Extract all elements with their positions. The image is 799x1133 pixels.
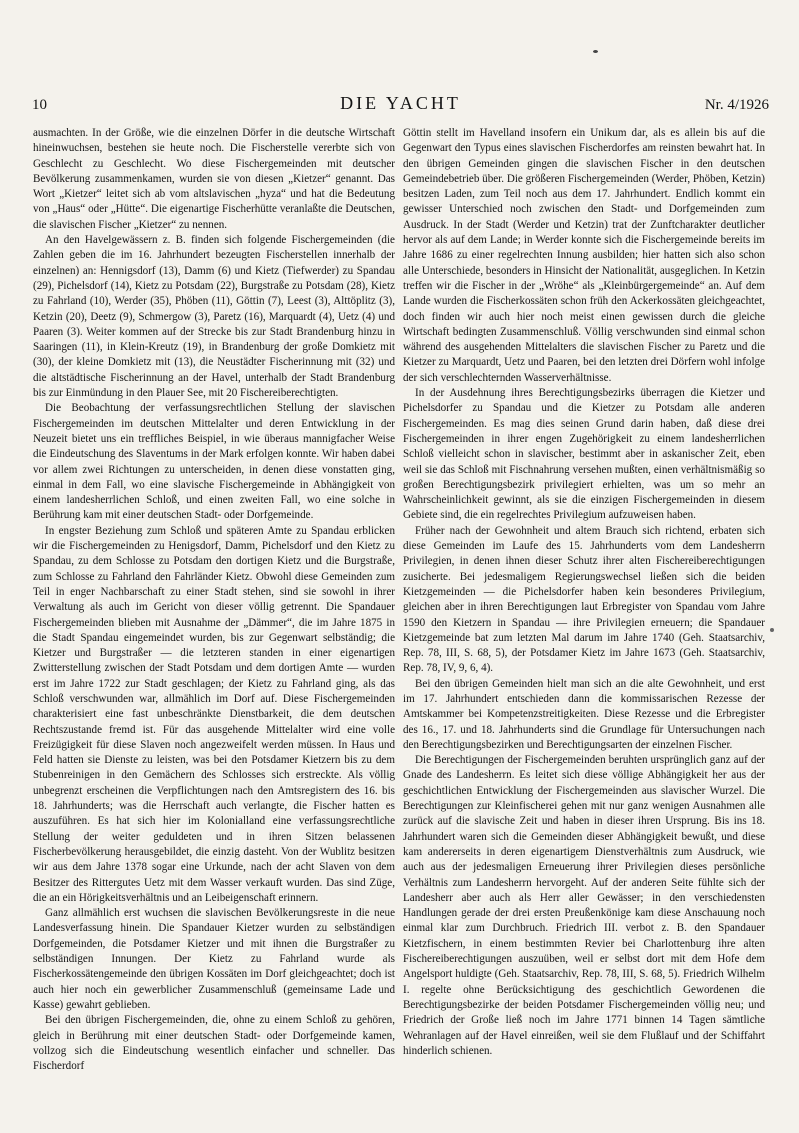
journal-title: DIE YACHT: [340, 93, 461, 113]
paragraph: Göttin stellt im Havelland insofern ein Unikum dar, als es allein bis auf die Gegenwart den Typus eines slavischen Fischerdorfes am reinsten bewahrt hat. In den übrigen Gemeinden gingen die slavischen Fischer in den deutschen Gemeindebetrieb über. Die größeren Fischergemeinden (Werder, Phöben, Ketzin) besitzen Laden, zum Teil noch aus dem 17. Jahrhundert. Endlich kommt ein gewisser Unterschied noch zwischen den Stadt- und Dorfgemeinden zum Ausdruck. In der Stadt (Werder und Ketzin) trat der Zunftcharakter deutlicher hervor als auf dem Lande; in Werder konnte sich die Fischergemeinde bereits im Jahre 1686 zu einer regelrechten Innung ausbilden; hier hatten sich also schon alle Unterschiede, besonders in Hinsicht der Nationalität, ausgeglichen. In Ketzin treffen wir die Fischer in der „Wröhe“ als „Kleinbürgergemeinde“ an. Auf dem Lande wurden die Fischerkossäten schon früh den Ackerkossäten gleichgeachtet, doch finden wir auch hier noch meist einen gewissen durch die gleiche Wirtschaft bedingten Zusammenschluß. Völlig verschwunden sind einmal schon während des ausgehenden Mittelalters die slavischen Fischer zu Paretz und die Kietzer zu Marquardt, Uetz und Paaren, bei den letzten drei Dörfern wohl infolge der sich verschlechternden Wasserverhältnisse.: [403, 127, 765, 384]
paragraph: Bei den übrigen Fischergemeinden, die, ohne zu einem Schloß zu gehören, gleich in Berührung mit einer deutschen Stadt- oder Dorfgemeinde kamen, vollzog sich die Eindeutschung wesentlich einfacher und schneller. Das Fischerdorf: [33, 1014, 395, 1073]
ink-speck: [593, 50, 598, 53]
paragraph: Bei den übrigen Gemeinden hielt man sich an die alte Gewohnheit, und erst im 17. Jahrhundert entschieden dann die kommissarischen Rezesse der Amtskammer bei Kompetenzstreitigkeiten. Diese Rezesse und die Erbregister des 16., 17. und 18. Jahrhunderts sind die Grundlage für Untersuchungen nach den Berechtigungsbezirken und Berechtigungsarten der einzelnen Fischer.: [403, 677, 765, 751]
paragraph: Ganz allmählich erst wuchsen die slavischen Bevölkerungsreste in die neue Landesverfassung hinein. Die Spandauer Kietzer wurden zu selbständigen Dorfgemeinden, die Potsdamer Kietzer und mit ihnen die Burgstraßer zu selbständigen Innungen. Der Kietz zu Fahrland wurde als Fischerkossätengemeinde den übrigen Kossäten im Dorf gleichgeachtet; doch ist auch hier noch ein gewerblicher Zusammenschluß (gemeinsame Lade und Kasse) gewahrt geblieben.: [33, 907, 395, 1011]
left-column: [33, 126, 395, 1126]
paragraph: In engster Beziehung zum Schloß und späteren Amte zu Spandau erblicken wir die Fischergemeinden zu Henigsdorf, Damm, Pichelsdorf und den Kietz zu Spandau, zu dem Schlosse zu Potsdam den dortigen Kietz und die Burgstraße, zum Schlosse zu Fahrland den Fahrländer Kietz. Obwohl diese Gemeinden zum Teil in enger Nachbarschaft zu einer Stadt stehen, sind sie sowohl in ihrer Verwaltung als auch im Gericht von dieser völlig getrennt. Die Spandauer Fischergemeinden blieben mit Ausnahme der „Dämmer“, die im Jahre 1875 in die Stadt Spandau eingemeindet wurden, bis zur Gegenwart selbständig; die Kietzer und Burgstraßer — die letzteren standen in einer eigenartigen Zwitterstellung zwischen der Stadt Potsdam und dem dortigen Amte — wurden erst im Jahre 1722 zur Stadt geschlagen; der Kietz zu Fahrland ging, als das Schloß verschwunden war, allmählich im Dorf auf. Diese Fischergemeinden charakterisiert eine fast unbeschränkte Dienstbarkeit, die dem deutschen Rechtszustande fremd ist. Für das ausgehende Mittelalter wird eine volle Freizügigkeit für diese Slaven noch angezweifelt werden müssen. In Haus und Feld hatten sie Dienste zu leisten, was bei den Potsdamer Kietzern bis zu dem Stubenreinigen in den Gemächern des Schlosses sich erstreckte. Als völlig unbegrenzt erscheinen die Verpflichtungen nach den Amtsregistern des 16. bis 18. Jahrhunderts; was die Herrschaft auch verlangte, die Fischer hatten es auszuführen. Es hat sich hier im Kolonialland eine verfassungsrechtliche Stellung der weiter geduldeten und in ihren Sitzen belassenen Fischerbevölkerung herausgebildet, die einzig dasteht. Von der Wublitz besitzen wir aus dem Jahre 1378 sogar eine Urkunde, nach der acht Slaven von dem Besitzer des Rittergutes Uetz mit dem Wasser verkauft wurden. Das sind Züge, die an ein Hörigkeitsverhältnis und an Leibeigenschaft erinnern.: [33, 524, 395, 904]
paragraph: In der Ausdehnung ihres Berechtigungsbezirks überragen die Kietzer und Pichelsdorfer zu Spandau und die Kietzer zu Potsdam alle anderen Fischergemeinden. Es mag dies seinen Grund darin haben, daß diese drei Fischergemeinden in ihrer engen Zugehörigkeit zu einem landesherrlichen Schloß vielleicht schon in slavischer, bestimmt aber in askanischer Zeit, eben weil sie das Schloß mit Fischnahrung versehen mußten, einen verhältnismäßig so großen Berechtigungsbezirk privilegiert erhielten, was um so mehr an Wahrscheinlichkeit gewinnt, als sie die einzigen Fischergemeinden in diesem Gebiete sind, die ein regelrechtes Privilegium aufzuweisen haben.: [403, 387, 765, 522]
page-header: [32, 93, 769, 115]
paragraph: Die Berechtigungen der Fischergemeinden beruhten ursprünglich ganz auf der Gnade des Landesherrn. Es leitet sich diese völlige Abhängigkeit her aus der geschichtlichen Entwicklung der Fischergemeinden aus slavischer Wurzel. Die Berechtigungen zur Kleinfischerei gehen mit nur ganz wenigen Ausnahmen alle zurück auf die slavische Zeit und haben in dieser ihren Ursprung. Bis ins 18. Jahrhundert waren sich die Gemeinden dieser Abhängigkeit bewußt, und diese kam andererseits in deren eigenartigem Dienstverhältnis zum Ausdruck, wie auch aus der jedesmaligen Erneuerung ihrer Privilegien dieses persönliche Verhältnis zum Landesherrn hervorgeht. Auf der anderen Seite fühlte sich der Landesherr aber auch als Herr aller Gewässer; in den verschiedensten Handlungen gerade der drei ersten Preußenkönige kam diese Anschauung noch einmal klar zum Durchbruch. Friedrich III. verbot z. B. den Spandauer Kietzfischern, in einem bestimmten Revier bei Charlottenburg ihre alten Fischereiberechtigungen auszuüben, weil er selbst dort mit dem Hofe dem Angelsport huldigte (Geh. Staatsarchiv, Rep. 78, III, S. 68, 5). Friedrich Wilhelm I. regelte ohne Berücksichtigung des geschichtlich Gewordenen die Berechtigungsbezirke der beiden Potsdamer Fischergemeinden völlig neu; und Friedrich der Große ließ noch im Jahre 1771 binnen 14 Tagen sämtliche Wehranlagen auf der Havel einreißen, weil sie dem Flußlauf und der Schiffahrt hinderlich schienen.: [403, 754, 765, 1057]
ink-speck: [770, 628, 774, 632]
right-column: [403, 126, 765, 1126]
paragraph: An den Havelgewässern z. B. finden sich folgende Fischergemeinden (die Zahlen geben die im 16. Jahrhundert bezeugten Fischerstellen innerhalb der einzelnen) an: Hennigsdorf (13), Damm (6) und Kietz (Tiefwerder) zu Spandau (29), Pichelsdorf (14), Kietz zu Potsdam (22), Burgstraße zu Potsdam (28), Kietz zu Fahrland (10), Werder (35), Phöben (11), Göttin (7), Leest (3), Alttöplitz (3), Ketzin (20), Deetz (9), Schmergow (3), Paretz (16), Marquardt (4), Uetz (4) und Paaren (3). Weiter kommen auf der Strecke bis zur Stadt Brandenburg hinzu in Saaringen (11), in Klein-Kreutz (19), in Brandenburg der große Domkietz mit (30), der kleine Domkietz mit (13), die Neustädter Fischerinnung mit (32) und die altstädtische Fischerinnung an der Havel, unterhalb der Stadt Brandenburg bis zur Einmündung in den Plauer See, mit 20 Fischereiberechtigten.: [33, 234, 395, 400]
issue-number: Nr. 4/1926: [704, 97, 769, 113]
page-number: 10: [32, 97, 47, 113]
paragraph: Die Beobachtung der verfassungsrechtlichen Stellung der slavischen Fischergemeinden im deutschen Mittelalter und deren Entwicklung in der Neuzeit bietet uns ein treffliches Beispiel, in wie überaus mannigfacher Weise die Eindeutschung des Slaventums in der Mark erfolgen konnte. Wir haben dabei vor allem zwei Richtungen zu unterscheiden, in denen diese vonstatten ging, einmal in dem Fall, wo eine slavische Fischergemeinde in Abhängigkeit von einem landesherrlichen Schloß, und einen zweiten Fall, wo eine solche in Berührung kam mit einer deutschen Stadt- oder Dorfgemeinde.: [33, 402, 395, 522]
paragraph: Früher nach der Gewohnheit und altem Brauch sich richtend, erbaten sich diese Gemeinden im Laufe des 15. Jahrhunderts vom dem Landesherrn Privilegien, in denen ihnen dieser Schutz ihrer alten Fischereiberechtigungen zusicherte. Bei jedesmaligem Regierungswechsel ließen sich die beiden Kietzgemeinden — die Pichelsdorfer haben kein besonderes Privilegium, gleichen aber in ihren Berechtigungen laut Erbregister von Spandau vom Jahre 1590 den Kietzern in Spandau — ihre Privilegien erneuern; die Spandauer Kietzgemeinde bat zum letzten Mal darum im Jahre 1740 (Geh. Staatsarchiv, Rep. 78, III, S. 68, 5), der Potsdamer Kietz im Jahre 1673 (Geh. Staatsarchiv, Rep. 78, IV, 9, 6, 4).: [403, 524, 765, 675]
paragraph: ausmachten. In der Größe, wie die einzelnen Dörfer in die deutsche Wirtschaft hineinwuchsen, bestehen sie heute noch. Die Fischerstelle vererbte sich von Geschlecht zu Geschlecht. Wo diese Fischergemeinden mit deutscher Bevölkerung zusammenkamen, wurden sie von diesen „Kietzer“ genannt. Das Wort „Kietzer“ leitet sich ab vom altslavischen „hyza“ und hat die Bedeutung von „Haus“ oder „Hütte“. Die eigenartige Fischerhütte veranlaßte die Deutschen, die slavischen Fischer „Kietzer“ zu nennen.: [33, 127, 395, 231]
